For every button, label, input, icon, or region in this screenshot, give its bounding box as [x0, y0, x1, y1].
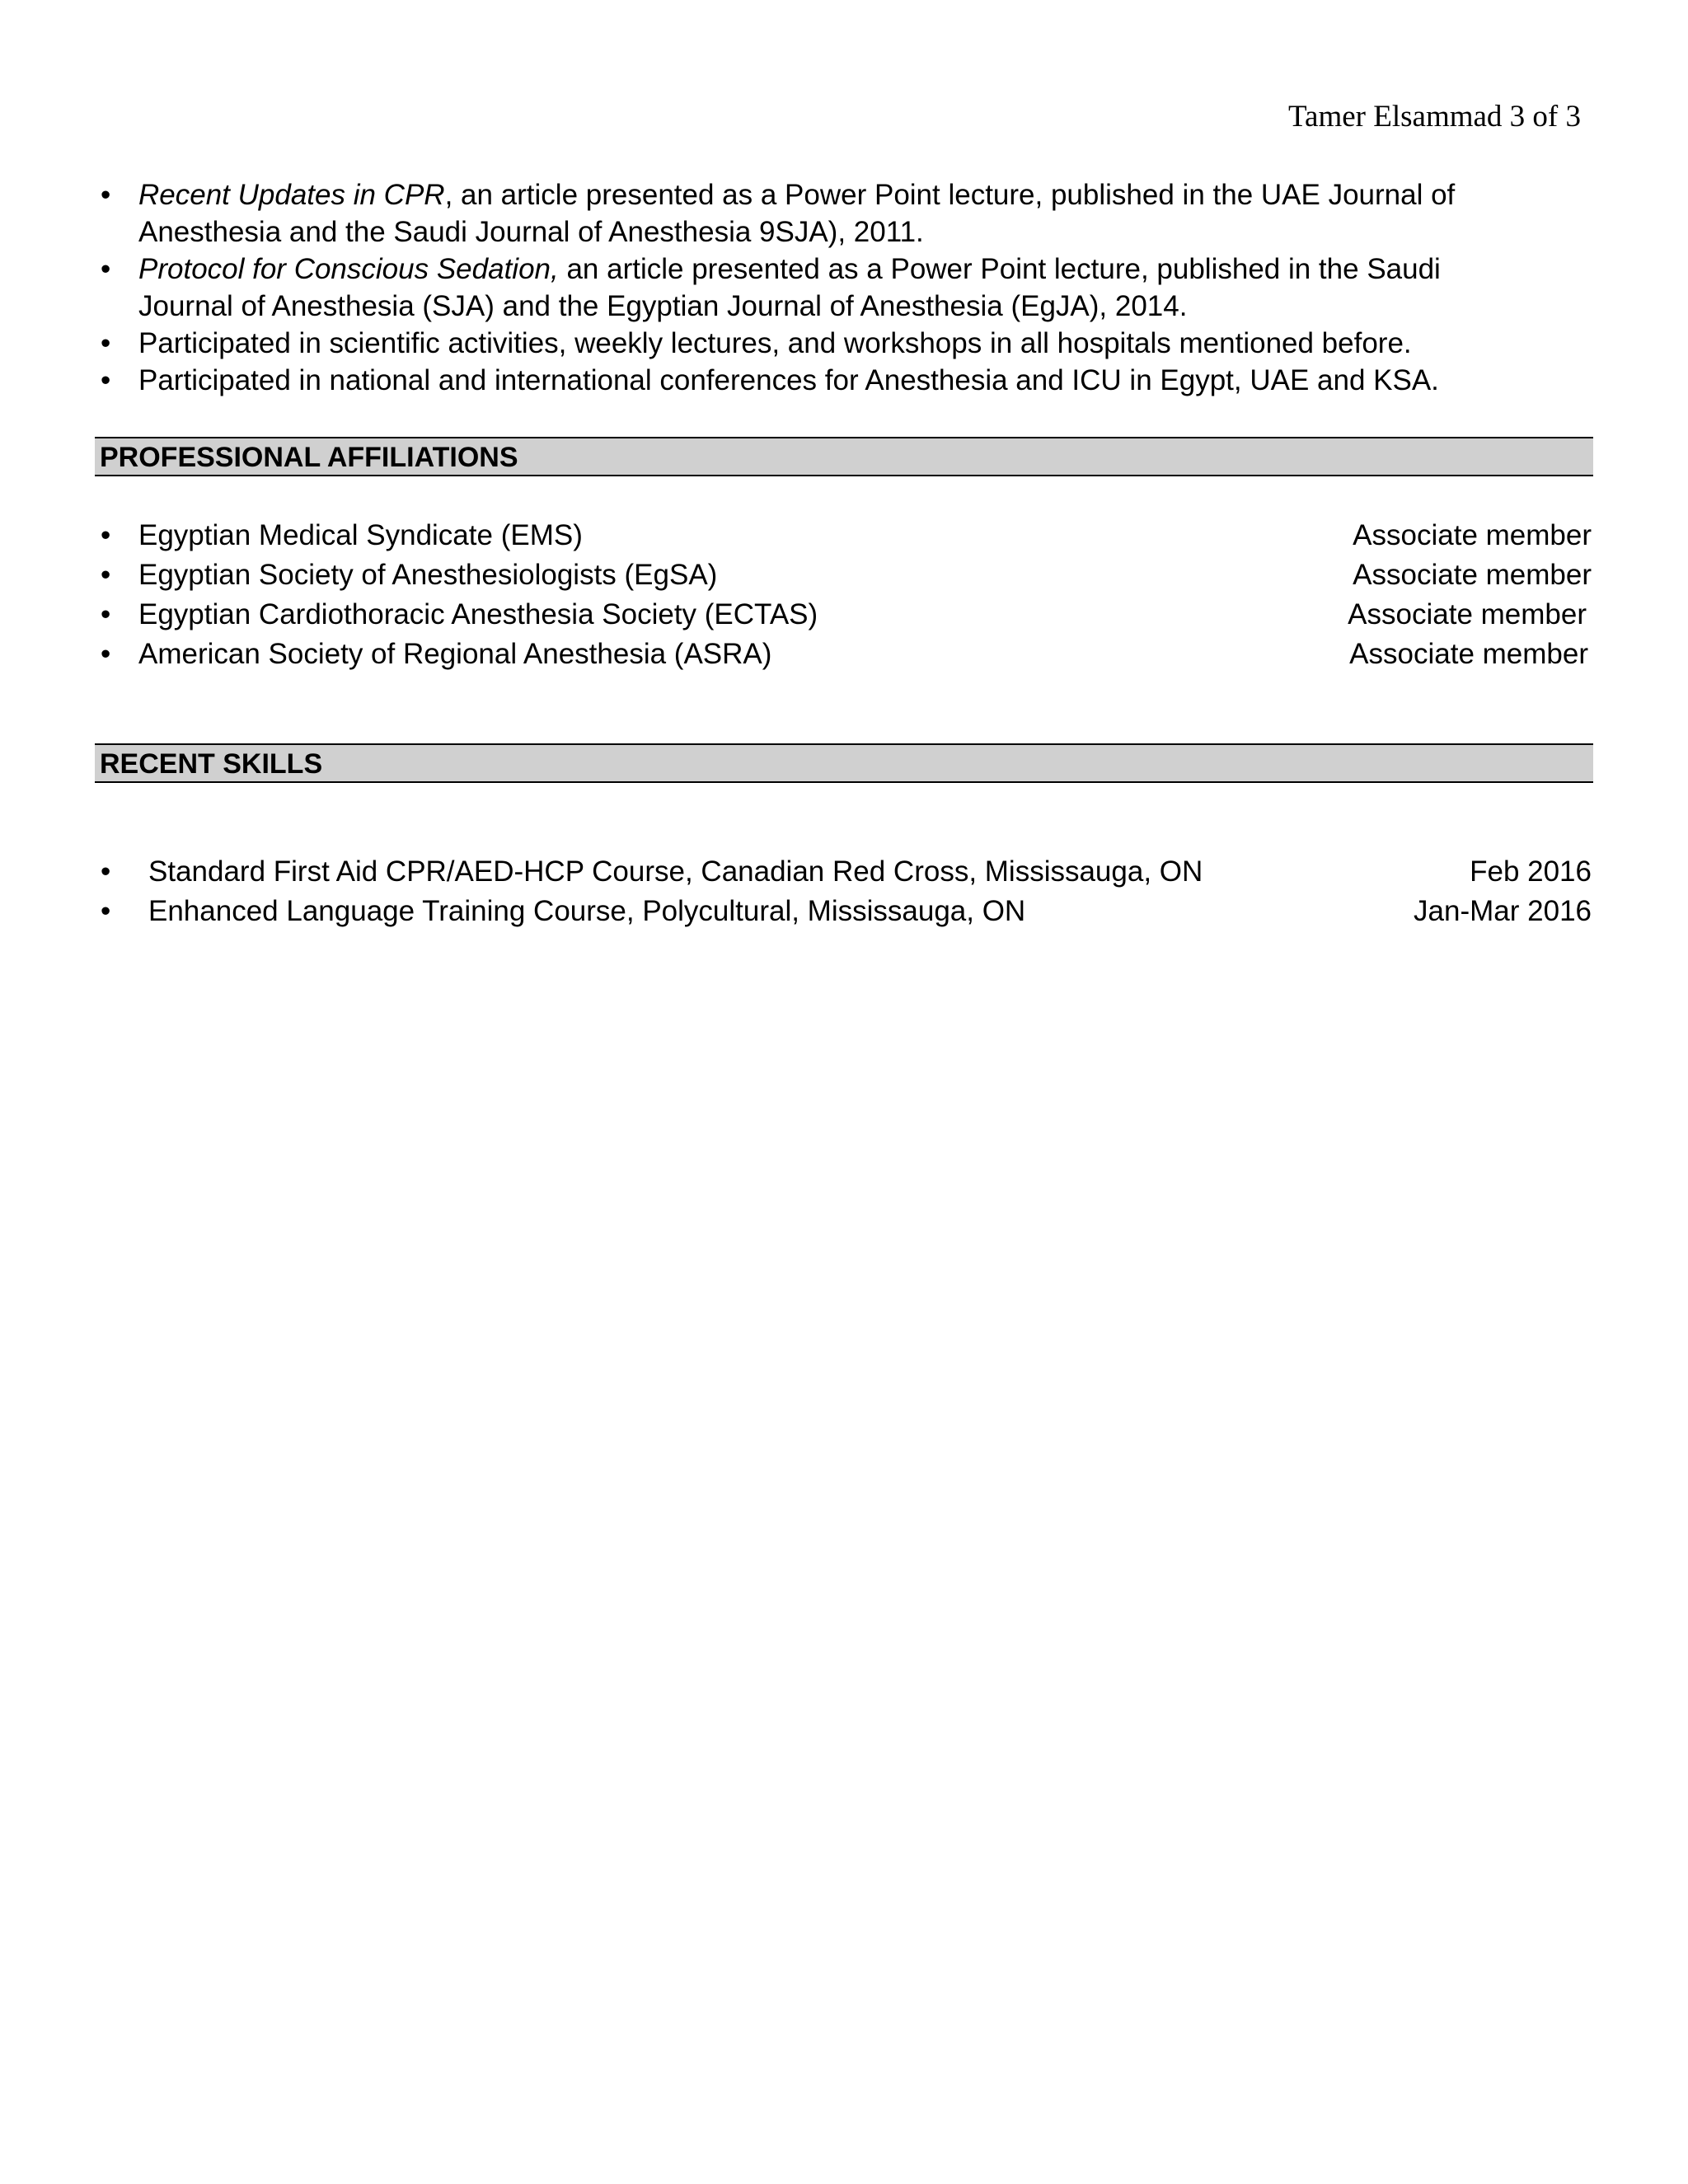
list-item — [96, 516, 1592, 555]
affiliations-section-header — [95, 437, 1593, 476]
affiliation-name: American Society of Regional Anesthesia (ASRA) — [138, 638, 772, 670]
affiliation-name: Egyptian Society of Anesthesiologists (EgSA) — [138, 559, 718, 591]
publication-description: , an article presented as a Power Point lecture, published in the UAE Journal of Anesthesia and the Saudi Journal of Anesthesia 9SJA), 2011. — [138, 179, 1456, 248]
affiliation-role: Associate member — [1353, 559, 1592, 591]
affiliation-role: Associate member — [1349, 638, 1588, 670]
section-heading: PROFESSIONAL AFFILIATIONS — [100, 442, 518, 473]
bullet-icon: • — [101, 253, 111, 285]
publication-title: Recent Updates in CPR — [138, 179, 445, 211]
skill-name: Standard First Aid CPR/AED-HCP Course, Canadian Red Cross, Mississauga, ON — [148, 855, 1203, 888]
skill-date: Feb 2016 — [1470, 855, 1592, 888]
skills-section-header — [95, 743, 1593, 783]
skill-name: Enhanced Language Training Course, Polycultural, Mississauga, ON — [148, 895, 1026, 927]
list-item — [96, 892, 1592, 931]
list-item — [96, 325, 1530, 362]
publication-title: Protocol for Conscious Sedation, — [138, 253, 559, 285]
bullet-icon: • — [101, 327, 111, 359]
affiliation-name: Egyptian Cardiothoracic Anesthesia Society (ECTAS) — [138, 598, 818, 630]
bullet-icon: • — [101, 364, 111, 396]
bullet-icon: • — [101, 895, 111, 927]
publications-list — [96, 176, 1530, 399]
affiliation-name: Egyptian Medical Syndicate (EMS) — [138, 519, 583, 551]
bullet-icon: • — [101, 598, 111, 630]
affiliation-role: Associate member — [1348, 598, 1587, 630]
activity-text: Participated in scientific activities, weekly lectures, and workshops in all hospitals mentioned before. — [138, 327, 1412, 359]
bullet-icon: • — [101, 638, 111, 670]
activity-text: Participated in national and international conferences for Anesthesia and ICU in Egypt, UAE and KSA. — [138, 364, 1439, 396]
affiliations-list — [96, 516, 1592, 674]
list-item — [96, 852, 1592, 892]
bullet-icon: • — [101, 179, 111, 211]
running-header: Tamer Elsammad 3 of 3 — [1288, 100, 1581, 134]
bullet-icon: • — [101, 559, 111, 591]
list-item — [96, 635, 1592, 674]
skill-date: Jan-Mar 2016 — [1414, 895, 1592, 927]
bullet-icon: • — [101, 855, 111, 888]
list-item — [96, 595, 1592, 635]
list-item — [96, 555, 1592, 595]
bullet-icon: • — [101, 519, 111, 551]
affiliation-role: Associate member — [1353, 519, 1592, 551]
skills-list — [96, 852, 1592, 931]
list-item — [96, 176, 1530, 251]
publication-description: an article presented as a Power Point lecture, published in the Saudi Journal of Anesthesia (SJA) and the Egyptian Journal of Anesthesia (EgJA), 2014. — [138, 253, 1441, 322]
list-item — [96, 251, 1530, 325]
list-item — [96, 362, 1530, 399]
section-heading: RECENT SKILLS — [100, 748, 323, 780]
